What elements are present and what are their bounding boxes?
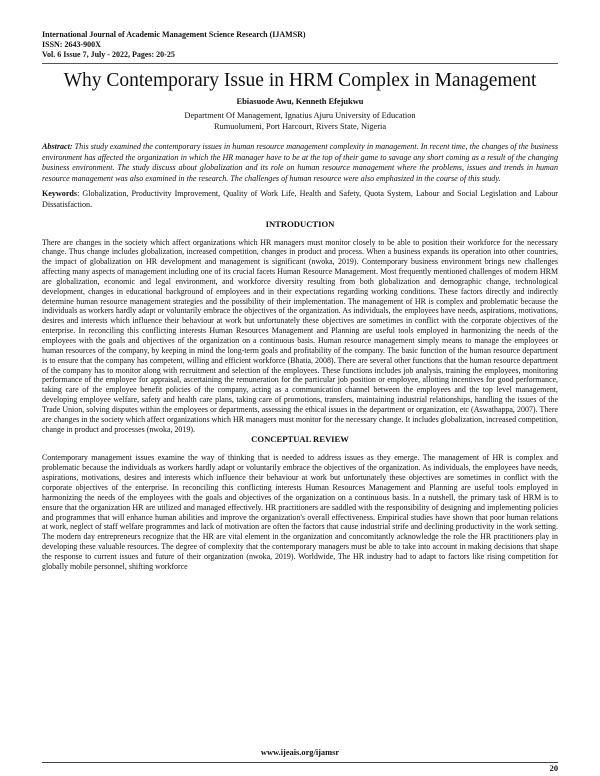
keywords-label: Keywords <box>42 189 78 199</box>
abstract-text: This study examined the contemporary issues in human resource management complexity in management. In recent time, the changes of the business environment has affected the organization in which the HR manager have to be at the top of their game to savage any short coming as a result of the changing business environment. The study discuss about globalization and its role on human resource management where the problems, issues and trends in human resource management was also examined in the research. The challenges of human resource were also emphasized in the course of this study. <box>42 142 558 183</box>
page-content <box>42 30 558 572</box>
header-rule <box>42 63 558 64</box>
introduction-heading: INTRODUCTION <box>265 218 335 229</box>
footer-url: www.ijeais.org/ijamsr <box>260 748 340 757</box>
conceptual-review-heading: CONCEPTUAL REVIEW <box>251 434 349 445</box>
affiliation-line-2: Rumuolumeni, Port Harcourt, Rivers State, Nigeria <box>213 121 387 131</box>
journal-volume: Vol. 6 Issue 7, July - 2022, Pages: 20-25 <box>42 50 175 59</box>
keywords <box>42 189 558 210</box>
paper-authors: Ebiasuode Awu, Kenneth Efejukwu <box>236 97 364 106</box>
paper-title: Why Contemporary Issue in HRM Complex in Management <box>63 70 537 91</box>
affiliation-line-1: Department Of Management, Ignatius Ajuru University of Education <box>184 111 416 120</box>
conceptual-review-text: Contemporary management issues examine the way of thinking that is needed to address issues as they emerge. The management of HR is complex and problematic because the individuals as workers hardly adapt or voluntarily embrace the objectives of the organization. As individuals, the employees have needs, aspirations, motivations, desires and interests which influence their behaviour at work but unfortunately these objectives are sometimes in conflict with the corporate objectives of the enterprise. In reconciling this conflicting interests Human Resources Management and Planning are useful tools employed in harmonizing the needs of the employees with the goals and objectives of the organization on a continuous basis. In a nutshell, the primary task of HRM is to ensure that the organization HR are utilized and managed effectively. HR practitioners are saddled with the responsibility of designing and implementing policies and programmes that will enhance human abilities and improve the organization's overall effectiveness. Empirical studies have shown that poor human relations at work, neglect of staff welfare programmes and lack of motivation are often the factors that cause industrial strife and declining productivity in the work setting. The modern day entrepreneurs recognize that the HR are vital element in the organization and concomitantly acknowledge the role the HR practitioners play in developing these valuable resources. The degree of complexity that the contemporary managers must be able to take into account in making decisions that shape the response to current issues and future of their organization (nwoka, 2019). Worldwide, The HR industry had to adapt to factors like rising competition for globally mobile personnel, shifting workforce <box>42 453 558 571</box>
abstract <box>42 142 558 184</box>
page-number: 20 <box>549 764 558 773</box>
keywords-text: : Globalization, Productivity Improvement, Quality of Work Life, Health and Safety, Quota System, Labour and Social Legislation and Labour Dissatisfaction. <box>42 189 558 209</box>
introduction-text: There are changes in the society which affect organizations which HR managers must monitor closely to be able to position their workforce for the necessary change. Thus change includes globalization, increased competition, changes in product and process. When a business expands its operation into other countries, the impact of globalization on HR development and management is significant (nwoka, 2019). Contemporary business environment brings new challenges affecting many aspects of management including one of its crucial facets Human Resource Management. Most frequently mentioned challenges of modern HRM are globalization, economic and legal environment, and workforce diversity resulting from both globalization and demographic change, technological development, changes in educational background of employees and in their expectations regarding working conditions. These factors directly and indirectly determine human resource management strategies and the possibility of their implementation. The management of HR is complex and problematic because the individuals as workers hardly adapt or voluntarily embrace the objectives of the organization. As individuals, the employees have needs, aspirations, motivations, desires and interests which influence their behaviour at work but unfortunately these objectives are sometimes in conflict with the corporate objectives of the enterprise. In reconciling this conflicting interests Human Resources Management and Planning are useful tools employed in harmonizing the needs of the employees with the goals and objectives of the organization on a continuous basis. Human resource management simply means to manage the employees or human resources of the company, by keeping in mind the long-term goals and profitability of the company. The basic function of the human resource department is to ensure that the company has competent, willing and efficient workforce (Bhatia, 2008). There are several other functions that the human resource department of the company has to monitor along with recruitment and selection of the employees. These functions includes job analysis, training the employees, monitoring performance of the employee for appraisal, ascertaining the remuneration for the particular job position or employee, allotting incentives for good performance, taking care of the employee benefit policies of the company, acting as a communication channel between the employees and the top level management, developing employee welfare, safety and health care plans, taking care of promotions, transfers, maintaining industrial relationships, handling the issues of the Trade Union, solving disputes within the employees or departments, assessing the ethical issues in the department or organization, etc (Aswathappa, 2007). There are changes in the society which affect organizations which HR managers must monitor for the necessary change. It includes globalization, increased competition, change in product and processes (nwoka, 2019). <box>42 237 558 434</box>
journal-name: International Journal of Academic Management Science Research (IJAMSR) <box>42 30 306 39</box>
abstract-label: Abstract: <box>42 142 73 151</box>
affiliation <box>42 111 558 132</box>
journal-issn: ISSN: 2643-900X <box>42 40 101 49</box>
footer-rule <box>42 762 558 763</box>
